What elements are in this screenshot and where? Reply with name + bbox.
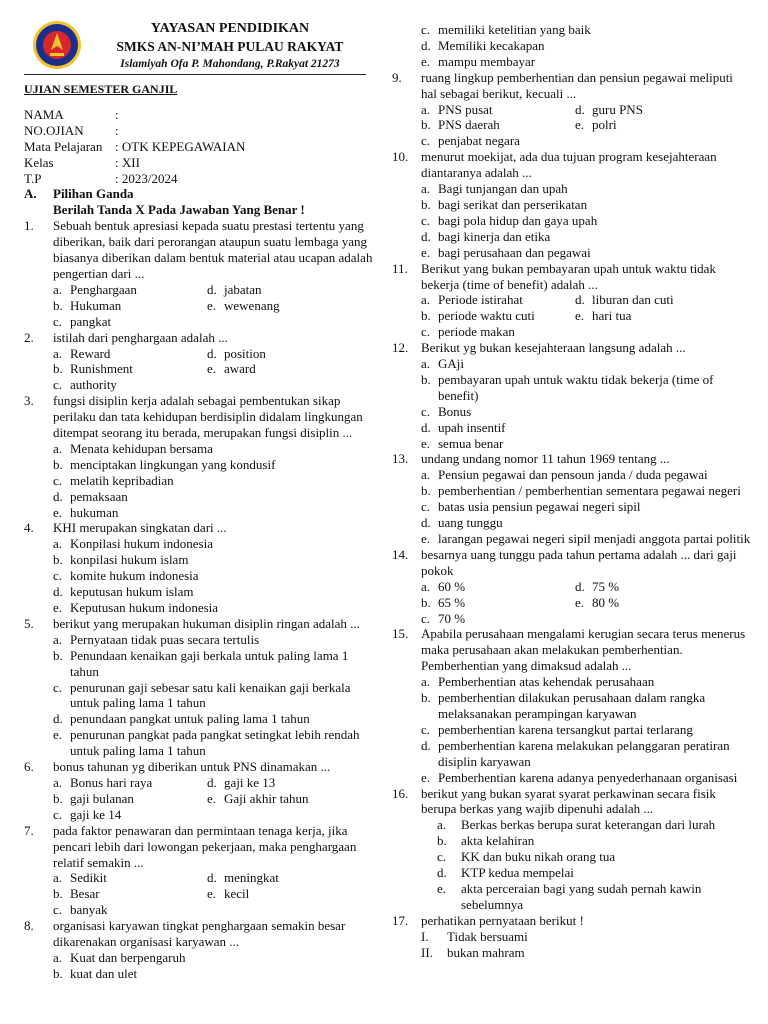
option-text: position [224,345,266,361]
option-text: pemberhentian / pemberhentian sementara pegawai negeri [438,483,741,499]
info-label: NAMA [24,106,64,122]
option[interactable]: d. bagi kinerja dan etika [421,229,752,245]
option[interactable]: d. guru PNS [575,101,643,117]
section-heading [24,186,380,202]
school-address: Islamiyah Ofa P. Mahondang, P.Rakyat 21273 [120,58,340,70]
option-text: pemberhentian karena melakukan pelanggaran peratiran disiplin karyawan [438,737,730,769]
option[interactable]: d. jabatan [207,281,262,297]
option-text: pembayaran upah untuk waktu tidak bekerja (time of benefit) [438,371,714,403]
option[interactable]: a. Pemberhentian atas kehendak perusahaan [421,674,752,690]
question-text: Berikut yg bukan kesejahteraan langsung adalah ... [421,340,686,356]
option[interactable]: e. polri [575,117,617,133]
question-number: 2. [24,329,34,345]
answer-options [24,870,380,918]
question-number: 16. [392,785,409,801]
option[interactable]: b. PNS daerah [421,117,500,133]
option-text: bagi kinerja dan etika [438,228,551,244]
option-text: menciptakan lingkungan yang kondusif [70,456,276,472]
question [392,451,752,467]
org-name: YAYASAN PENDIDIKAN [150,21,310,36]
section-instruction: Berilah Tanda X Pada Jawaban Yang Benar ! [53,202,305,218]
option-text: hukuman [70,504,119,520]
option[interactable]: e. 80 % [575,594,620,610]
option-text: liburan dan cuti [592,292,674,308]
option-text: Pensiun pegawai dan pensoun janda / duda pegawai [438,467,708,483]
option[interactable]: b. Penundaan kenaikan gaji berkala untuk paling lama 1 tahun [53,648,380,680]
option-text: Berkas berkas berupa surat keterangan dari lurah [461,817,716,833]
option[interactable]: c. 70 % [421,611,752,627]
question-number: 4. [24,520,34,536]
option-text: semua benar [438,435,504,451]
option-text: Pemberhentian karena adanya penyederhanaan organisasi [438,769,738,785]
question-number: 7. [24,822,34,838]
option-text: periode waktu cuti [438,308,535,324]
question [24,393,380,441]
option[interactable]: e. akta perceraian bagi yang sudah pernah kawin sebelumnya [437,881,752,913]
option[interactable]: d. penundaan pangkat untuk paling lama 1 tahun [53,711,380,727]
statement-list [392,929,752,961]
statement-item: I. Tidak bersuami [421,929,752,945]
question-number: 13. [392,451,409,467]
question [24,759,380,775]
answer-options [392,356,752,451]
answer-options [24,950,380,982]
question-text: pada faktor penawaran dan permintaan tenaga kerja, jika pencari lebih dari lowongan pekerjaan, maka penghargaan relatif semakin ... [53,822,357,870]
answer-options [24,441,380,521]
option-text: 80 % [592,594,620,610]
info-row [24,139,380,155]
section-instruction-row [24,202,380,218]
question [392,261,752,293]
question-number: 6. [24,759,34,775]
letterhead-text [80,20,380,73]
option-text: Bagi tunjangan dan upah [438,181,568,197]
question [24,918,380,950]
option[interactable]: c. melatih kepribadian [53,473,380,489]
option[interactable]: e. Gaji akhir tahun [207,790,309,806]
option[interactable]: b. konpilasi hukum islam [53,552,380,568]
option[interactable]: b. bagi serikat dan perserikatan [421,197,752,213]
option[interactable]: a. Sedikit [53,870,107,886]
answer-options [392,292,752,340]
statement-text: Tidak bersuami [447,928,528,944]
option-text: memiliki ketelitian yang baik [438,22,591,37]
option[interactable]: a. Bonus hari raya [53,774,153,790]
question-text: organisasi karyawan tingkat penghargaan semakin besar dikarenakan organisasi karyawan ... [53,918,346,950]
option[interactable]: a. 60 % [421,578,466,594]
option-text: Periode istirahat [438,292,523,308]
option-text: Hukuman [70,297,122,313]
option-text: keputusan hukum islam [70,584,194,600]
option-text: meningkat [224,870,279,886]
exam-title: UJIAN SEMESTER GANJIL [24,82,178,96]
option-text: pemberhentian dilakukan perusahaan dalam rangka melaksanakan perampingan karyawan [438,690,706,721]
option[interactable]: b. pembayaran upah untuk waktu tidak bekerja (time of benefit) [421,372,752,404]
option-text: penurunan pangkat pada pangkat setingkat lebih rendah untuk paling lama 1 tahun [70,727,360,759]
question-number: 9. [392,69,402,85]
option-text: Reward [70,345,111,361]
option[interactable]: d. gaji ke 13 [207,774,276,790]
question [24,616,380,632]
info-row [24,155,380,171]
question-number: 14. [392,546,409,562]
question-text: menurut moekijat, ada dua tujuan program kesejahteraan diantaranya adalah ... [421,149,717,181]
question [24,218,380,282]
answer-options [24,536,380,616]
info-label: T.P [24,170,42,186]
option-text: Penundaan kenaikan gaji berkala untuk paling lama 1 tahun [70,647,349,679]
option[interactable]: e. larangan pegawai negeri sipil menjadi anggota partai politik [421,531,751,546]
option-text: banyak [70,902,108,918]
option-text: 70 % [438,610,466,626]
question-text: berikut yang bukan syarat syarat perkawinan secara fisik berupa berkas yang wajib dipenuhi adalah ... [421,785,716,817]
option[interactable]: a. Reward [53,345,111,361]
option[interactable]: b. pemberhentian dilakukan perusahaan dalam rangka melaksanakan perampingan karyawan [421,690,752,722]
option-text: wewenang [224,297,280,313]
option[interactable]: c. authority [53,377,380,393]
answer-options [24,282,380,330]
question [392,70,752,102]
option-text: Sedikit [70,870,107,886]
option[interactable]: d. Memiliki kecakapan [421,38,752,54]
option[interactable]: c. periode makan [421,324,752,340]
option[interactable]: d. keputusan hukum islam [53,584,380,600]
option[interactable]: c. KK dan buku nikah orang tua [437,849,752,865]
option[interactable]: a. Periode istirahat [421,292,523,308]
option[interactable]: e. Pemberhentian karena adanya penyederhanaan organisasi [421,770,752,786]
option[interactable]: d. pemaksaan [53,489,380,505]
question [392,340,752,356]
question-text: undang undang nomor 11 tahun 1969 tentang ... [421,451,670,467]
answer-options [392,579,752,627]
question-text: besarnya uang tunggu pada tahun pertama adalah ... dari gaji pokok [421,546,737,578]
option-text: larangan pegawai negeri sipil menjadi anggota partai politik [438,531,751,546]
option[interactable]: a. Bagi tunjangan dan upah [421,181,752,197]
option[interactable]: b. kuat dan ulet [53,966,380,982]
question-number: 10. [392,149,409,165]
letterhead [24,0,380,78]
option[interactable]: e. wewenang [207,297,280,313]
question-number: 11. [392,260,408,276]
question [392,786,752,818]
option[interactable]: a. Konpilasi hukum indonesia [53,536,380,552]
option[interactable]: a. GAji [421,356,752,372]
question-number: 12. [392,340,409,356]
option[interactable]: e. bagi perusahaan dan pegawai [421,245,752,261]
option[interactable]: c. batas usia pensiun pegawai negeri sipil [421,499,752,515]
option-text: pangkat [70,313,112,329]
option-text: Penghargaan [70,281,137,297]
question [392,149,752,181]
option-text: akta kelahiran [461,833,535,849]
option[interactable]: a. Penghargaan [53,281,137,297]
answer-options [392,181,752,261]
option-text: upah insentif [438,419,506,435]
option[interactable]: e. hukuman [53,505,380,521]
option[interactable]: b. pemberhentian / pemberhentian sementara pegawai negeri [421,483,752,499]
option-text: award [224,361,256,377]
question [392,913,752,929]
question-text: KHI merupakan singkatan dari ... [53,520,227,536]
option-text: Bonus hari raya [70,774,153,790]
option-text: penundaan pangkat untuk paling lama 1 tahun [70,711,310,727]
option-text: hari tua [592,308,632,324]
option-text: mampu membayar [438,53,536,69]
student-info [24,107,380,187]
option[interactable]: d. pemberhentian karena melakukan pelanggaran peratiran disiplin karyawan [421,738,752,770]
question-number: 8. [24,918,34,934]
option-text: KTP kedua mempelai [461,865,574,881]
option[interactable]: b. Hukuman [53,297,122,313]
question [392,626,752,674]
option-text: melatih kepribadian [70,472,174,488]
option[interactable]: d. 75 % [575,578,620,594]
option-text: uang tunggu [438,515,503,531]
option[interactable]: c. penjabat negara [421,133,752,149]
option-text: periode makan [438,324,515,340]
option[interactable]: b. 65 % [421,594,466,610]
statement-item: II. bukan mahram [421,945,752,961]
option[interactable]: d. KTP kedua mempelai [437,865,752,881]
option-text: polri [592,117,617,133]
school-logo [32,20,82,70]
option-text: bagi pola hidup dan gaya upah [438,212,598,228]
option-text: Gaji akhir tahun [224,790,309,806]
option-text: bagi serikat dan perserikatan [438,196,588,212]
info-value: : [115,122,119,138]
option-text: Kuat dan berpengaruh [70,949,186,965]
option[interactable]: b. akta kelahiran [437,833,752,849]
left-column [24,0,380,982]
option[interactable]: a. Pensiun pegawai dan pensoun janda / duda pegawai [421,467,752,483]
option-text: PNS pusat [438,101,493,117]
option[interactable]: e. semua benar [421,436,752,452]
option[interactable]: b. menciptakan lingkungan yang kondusif [53,457,380,473]
question [24,330,380,346]
option[interactable]: b. periode waktu cuti [421,308,535,324]
option[interactable]: d. meningkat [207,870,279,886]
answer-options [24,632,380,759]
option[interactable]: e. mampu membayar [421,54,752,70]
answer-options [24,346,380,394]
option-text: gaji bulanan [70,790,134,806]
question-number: 15. [392,626,409,642]
option-text: bagi perusahaan dan pegawai [438,244,591,260]
option-text: penjabat negara [438,133,520,149]
answer-options [392,817,752,912]
option-text: Keputusan hukum indonesia [70,600,219,615]
option-text: batas usia pensiun pegawai negeri sipil [438,499,641,515]
option[interactable]: c. memiliki ketelitian yang baik [421,22,752,38]
option[interactable]: b. Runishment [53,361,133,377]
section-number: A. [24,186,37,202]
option[interactable]: a. Pernyataan tidak puas secara tertulis [53,632,380,648]
option[interactable]: c. pangkat [53,314,380,330]
info-value: : 2023/2024 [115,170,178,186]
option[interactable]: e. award [207,361,256,377]
option-text: kuat dan ulet [70,965,138,981]
question [392,547,752,579]
option-text: authority [70,377,117,393]
option-text: PNS daerah [438,117,500,133]
option-text: KK dan buku nikah orang tua [461,849,616,865]
answer-options [392,674,752,785]
option-text: gaji ke 13 [224,774,276,790]
option[interactable]: b. Besar [53,886,100,902]
option[interactable]: d. upah insentif [421,420,752,436]
question-text: bonus tahunan yg diberikan untuk PNS dinamakan ... [53,759,331,775]
option-text: Konpilasi hukum indonesia [70,536,213,552]
question-text: Berikut yang bukan pembayaran upah untuk waktu tidak bekerja (time of benefit) adalah ... [421,260,716,292]
info-label: Mata Pelajaran [24,138,103,154]
option[interactable]: e. kecil [207,886,250,902]
question-text: berikut yang merupakan hukuman disiplin ringan adalah ... [53,615,360,631]
info-value: : OTK KEPEGAWAIAN [115,138,246,154]
option-text: Bonus [438,403,472,419]
option-text: akta perceraian bagi yang sudah pernah kawin sebelumnya [461,880,702,912]
option[interactable]: d. position [207,345,266,361]
answer-options [392,102,752,150]
option-text: Memiliki kecakapan [438,37,545,53]
option-text: konpilasi hukum islam [70,552,189,568]
question-number: 3. [24,393,34,409]
option-text: pemberhentian karena tersangkut partai terlarang [438,721,693,737]
info-row [24,123,380,139]
option[interactable]: c. banyak [53,902,380,918]
answer-options [24,775,380,823]
option[interactable]: c. Bonus [421,404,752,420]
option[interactable]: a. Kuat dan berpengaruh [53,950,380,966]
answer-options [392,467,752,547]
option-text: 65 % [438,594,466,610]
option[interactable]: c. bagi pola hidup dan gaya upah [421,213,752,229]
option[interactable]: b. gaji bulanan [53,790,134,806]
info-label: NO.OJIAN [24,122,84,138]
option-text: pemaksaan [70,488,128,504]
question-text: fungsi disiplin kerja adalah sebagai pembentukan sikap perilaku dan tata kehidupan berdisiplin didalam lingkungan ditempat seorang itu berada, merupakan fungsi disiplin ... [53,393,363,441]
info-row [24,171,380,187]
option[interactable]: e. hari tua [575,308,632,324]
option-text: 60 % [438,578,466,594]
option[interactable]: c. penurunan gaji sebesar satu kali kenaikan gaji berkala untuk paling lama 1 tahun [53,680,380,712]
option[interactable]: c. gaji ke 14 [53,807,380,823]
option-text: Menata kehidupan bersama [70,440,213,456]
question-text: ruang lingkup pemberhentian dan pensiun pegawai meliputi hal sebagai berikut, kecuali ... [421,69,733,101]
question-number: 17. [392,912,409,928]
option-text: Besar [70,886,100,902]
question-text: perhatikan pernyataan berikut ! [421,912,584,928]
option[interactable]: e. Keputusan hukum indonesia [53,600,380,616]
header-divider [24,74,366,75]
question-number: 5. [24,615,34,631]
option[interactable]: a. Menata kehidupan bersama [53,441,380,457]
option-text: komite hukum indonesia [70,568,199,584]
right-column [392,0,752,960]
option[interactable]: a. Berkas berkas berupa surat keterangan dari lurah [437,817,752,833]
question-number: 1. [24,218,34,234]
option[interactable]: e. penurunan pangkat pada pangkat setingkat lebih rendah untuk paling lama 1 tahun [53,727,380,759]
answer-options [392,22,752,70]
section-title: Pilihan Ganda [53,186,134,202]
question-text: Apabila perusahaan mengalami kerugian secara terus menerus maka perusahaan akan melakukan pemberhentian. Pemberhentian yang dimaksud adalah ... [421,626,746,674]
option-text: GAji [438,356,464,372]
info-row [24,107,380,123]
statement-text: bukan mahram [447,944,525,960]
option-text: gaji ke 14 [70,806,122,822]
option-text: guru PNS [592,101,643,117]
info-label: Kelas [24,154,54,170]
option-text: kecil [224,886,250,902]
option-text: Runishment [70,361,133,377]
option[interactable]: d. uang tunggu [421,515,752,531]
question [24,823,380,871]
info-value: : XII [115,154,140,170]
question-text: istilah dari penghargaan adalah ... [53,329,228,345]
option[interactable]: a. PNS pusat [421,101,493,117]
option-text: penurunan gaji sebesar satu kali kenaikan gaji berkala untuk paling lama 1 tahun [70,679,351,711]
option[interactable]: d. liburan dan cuti [575,292,674,308]
school-name: SMKS AN-NI’MAH PULAU RAKYAT [116,39,344,54]
question [24,520,380,536]
option[interactable]: c. komite hukum indonesia [53,568,380,584]
option-text: Pemberhentian atas kehendak perusahaan [438,674,655,690]
option-text: 75 % [592,578,620,594]
option[interactable]: c. pemberhentian karena tersangkut partai terlarang [421,722,752,738]
option-text: jabatan [224,281,262,297]
info-value: : [115,106,119,122]
question-text: Sebuah bentuk apresiasi kepada suatu prestasi tertentu yang diberikan, baik dari perorangan ataupun suatu lembaga yang biasanya diberikan dalam bentuk material atau ucapan adalah pengertian dari ... [53,218,373,281]
option-text: Pernyataan tidak puas secara tertulis [70,631,260,647]
